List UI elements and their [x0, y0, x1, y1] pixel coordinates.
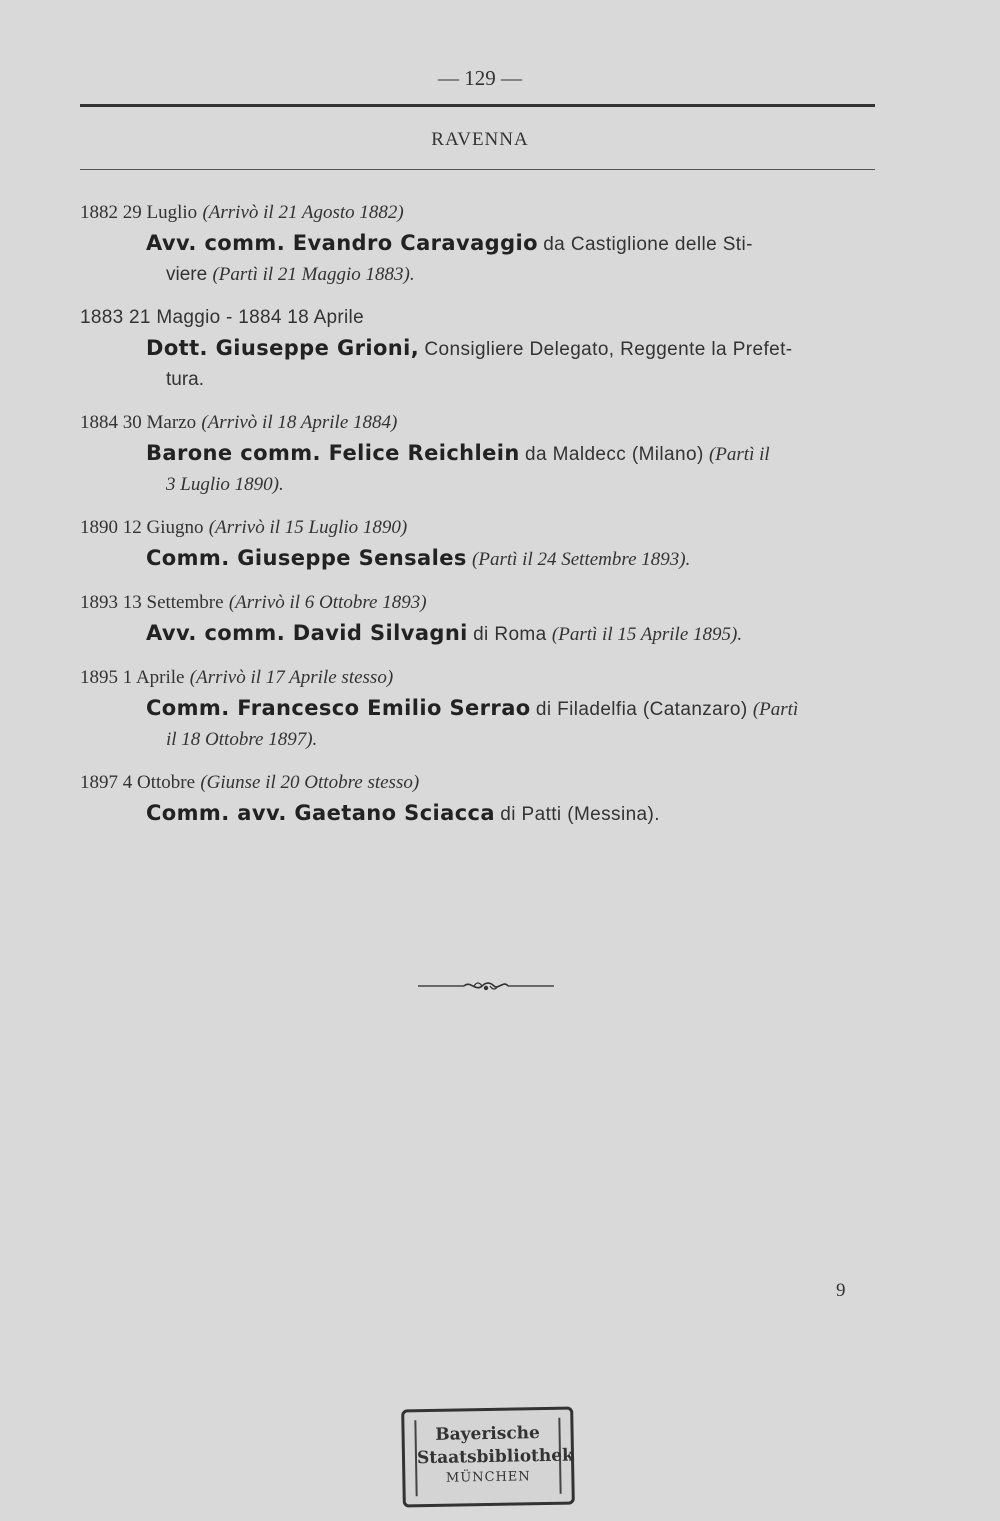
- list-item: [80, 588, 880, 650]
- entry-name: Comm. avv. Gaetano Sciacca: [146, 801, 495, 825]
- list-item: [80, 663, 880, 755]
- library-stamp: [401, 1407, 575, 1508]
- list-item: [80, 408, 880, 500]
- entry-date-line: [80, 513, 880, 543]
- list-item: [80, 198, 880, 290]
- entry-departure: (Partì il: [708, 444, 770, 465]
- header-rule: [80, 104, 875, 107]
- entry-date-line: [80, 768, 880, 798]
- entry-body: [80, 618, 880, 650]
- entry-name: Barone comm. Felice Reichlein: [146, 441, 520, 465]
- entry-continuation: [146, 365, 880, 395]
- entry-date-line: [80, 198, 880, 228]
- entry-name: Comm. Giuseppe Sensales: [146, 546, 467, 570]
- entry-name: Avv. comm. David Silvagni: [146, 621, 468, 645]
- stamp-frame: [414, 1418, 575, 1497]
- entry-body: [80, 228, 880, 290]
- entry-place: da Maldecc (Milano): [525, 444, 704, 465]
- entry-arrival: (Arrivò il 18 Aprile 1884): [201, 412, 398, 433]
- stamp-line-2: Staatsbibliothek: [416, 1445, 575, 1469]
- list-item: [80, 513, 880, 575]
- entry-cont-text: tura.: [166, 369, 205, 390]
- entry-continuation: [146, 260, 880, 290]
- entry-date: 1882 29 Luglio: [80, 202, 198, 223]
- entry-date: 1893 13 Settembre: [80, 592, 224, 613]
- list-item: [80, 303, 880, 395]
- entry-continuation: [146, 470, 880, 500]
- entry-body: [80, 693, 880, 755]
- entry-departure: (Partì: [752, 699, 799, 720]
- entry-departure: (Partì il 24 Settembre 1893).: [472, 549, 691, 570]
- entry-name: Avv. comm. Evandro Caravaggio: [146, 231, 538, 255]
- entry-date: 1897 4 Ottobre: [80, 772, 196, 793]
- list-item: [80, 768, 880, 830]
- running-head: RAVENNA: [431, 129, 529, 150]
- header-underline: [80, 169, 875, 170]
- entry-name: Comm. Francesco Emilio Serrao: [146, 696, 531, 720]
- entry-place: di Patti (Messina).: [500, 804, 660, 825]
- entry-date-line: [80, 303, 880, 333]
- entry-continuation: [146, 725, 880, 755]
- entry-departure: (Partì il 15 Aprile 1895).: [551, 624, 743, 645]
- entry-date: 1890 12 Giugno: [80, 517, 204, 538]
- stamp-line-3: MÜNCHEN: [445, 1469, 531, 1486]
- prefect-list: [80, 198, 880, 843]
- signature-mark: 9: [836, 1280, 846, 1301]
- entry-place: da Castiglione delle Sti-: [543, 234, 753, 255]
- entry-cont-text: viere: [166, 264, 208, 285]
- entry-name: Dott. Giuseppe Grioni,: [146, 336, 420, 360]
- entry-date: 1883 21 Maggio - 1884 18 Aprile: [80, 307, 364, 328]
- entry-date: 1895 1 Aprile: [80, 667, 185, 688]
- entry-place: di Roma: [473, 624, 547, 645]
- stamp-line-1: Bayerische: [435, 1423, 541, 1445]
- entry-arrival: (Arrivò il 21 Agosto 1882): [202, 202, 404, 223]
- entry-date-line: [80, 408, 880, 438]
- entry-body: [80, 438, 880, 500]
- entry-body: [80, 543, 880, 575]
- entry-arrival: (Arrivò il 6 Ottobre 1893): [228, 592, 427, 613]
- entry-place: Consigliere Delegato, Reggente la Prefet-: [424, 339, 793, 360]
- entry-cont-text: 3 Luglio 1890).: [166, 474, 284, 495]
- entry-body: [80, 798, 880, 830]
- entry-arrival: (Arrivò il 17 Aprile stesso): [189, 667, 394, 688]
- entry-place: di Filadelfia (Catanzaro): [535, 699, 748, 720]
- entry-cont-text: il 18 Ottobre 1897).: [166, 729, 318, 750]
- entry-date: 1884 30 Marzo: [80, 412, 197, 433]
- flourish-ornament-icon: [418, 974, 554, 998]
- entry-date-line: [80, 588, 880, 618]
- entry-arrival: (Arrivò il 15 Luglio 1890): [208, 517, 408, 538]
- entry-departure: (Partì il 21 Maggio 1883).: [212, 264, 415, 285]
- entry-body: [80, 333, 880, 395]
- entry-date-line: [80, 663, 880, 693]
- entry-arrival: (Giunse il 20 Ottobre stesso): [200, 772, 420, 793]
- page-number: — 129 —: [438, 66, 522, 90]
